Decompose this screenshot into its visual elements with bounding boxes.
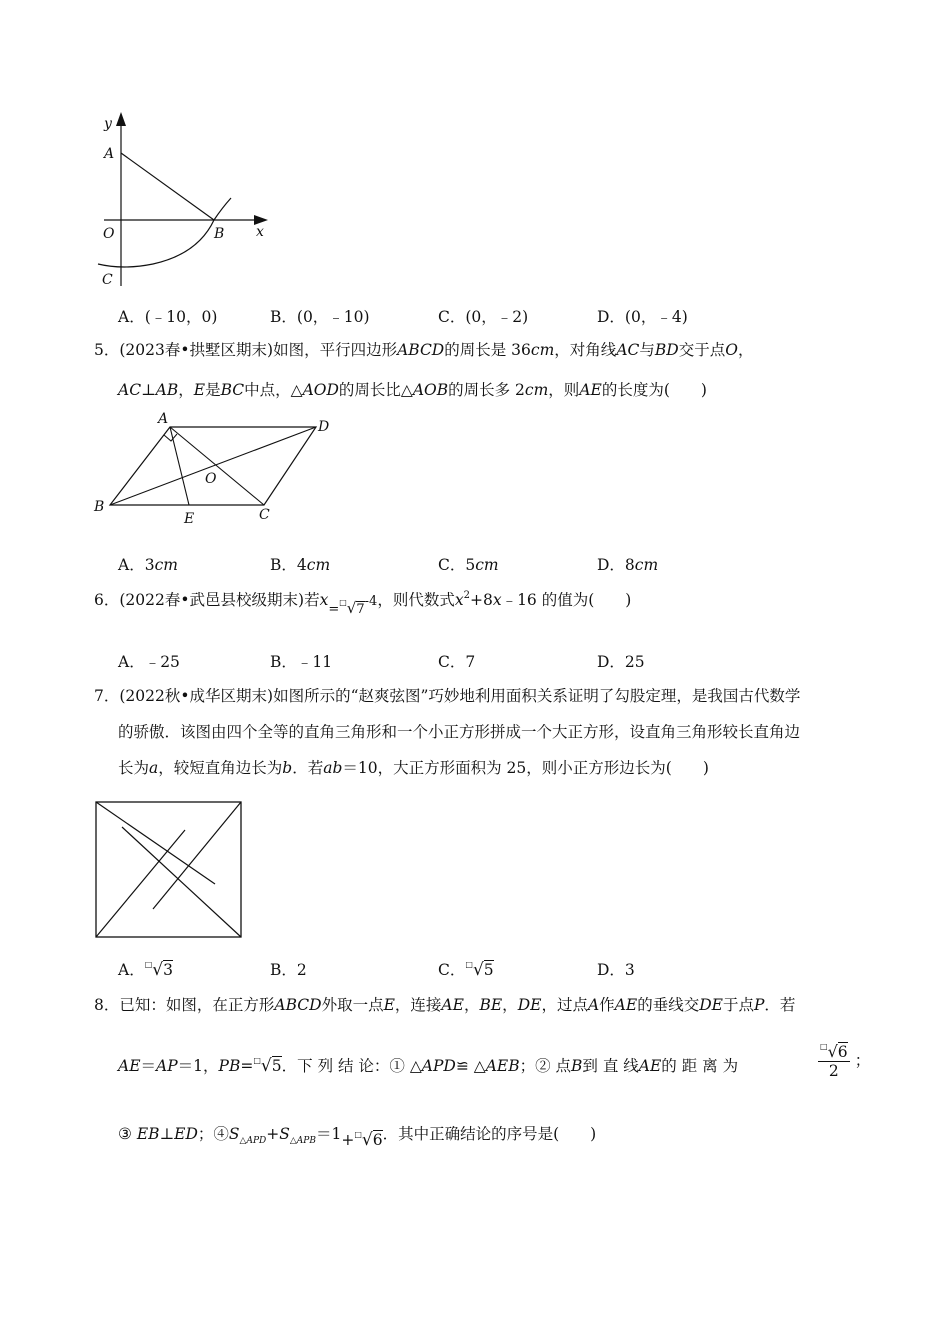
q7-option-a-radicand: 3 [163, 961, 173, 979]
q5-text: 中点，△ [244, 381, 303, 399]
q7-text: ab [323, 759, 343, 777]
q8-text: DE [699, 996, 723, 1014]
q7-option-c-index: □ [465, 960, 473, 969]
q8-text: AEB [485, 1057, 520, 1075]
q8-fraction-numerator: □√6 [820, 1042, 848, 1061]
q6-option-b: B．﹣11 [270, 653, 333, 671]
q8-text: 的垂线交 [637, 996, 700, 1014]
q5-option-c [438, 553, 499, 575]
q8-number: 8． [94, 996, 120, 1014]
q7-text: ＝10，大正方形面积为 25，则小正方形边长为( ) [342, 759, 709, 777]
q8-text: E [383, 996, 395, 1014]
q8-text: ．下 列 结 论：① △ [281, 1057, 422, 1075]
q8-text: AP [156, 1057, 178, 1075]
q5-text: AC [118, 381, 142, 399]
q6-radical-content: 7 [356, 602, 365, 617]
q5-text: O [725, 341, 738, 359]
q6-text: x [492, 591, 502, 609]
q8-text: + [266, 1125, 280, 1143]
q5-text: ⊥ [141, 381, 156, 399]
q5-text: ，则 [548, 381, 580, 399]
q8-text: AE [118, 1057, 141, 1075]
q7-source: (2022秋•成华区期末) [119, 687, 274, 705]
q7-text: ．若 [292, 759, 324, 777]
q6-text: 2 [463, 590, 470, 601]
q8-fraction-index: □ [820, 1042, 828, 1051]
q6-radical-index: □ [339, 598, 347, 607]
q7-text: ，较短直角边长为 [158, 759, 283, 777]
q5-text: 的周长是 36 [444, 341, 531, 359]
q6-text: x [454, 591, 464, 609]
q4-option-c: C．(0，﹣2) [438, 308, 529, 326]
q4-label-y: y [104, 116, 112, 132]
q8-text: ＝ [140, 1057, 157, 1075]
q5-option-c-num: C．5 [438, 556, 476, 574]
q7-line-3 [118, 758, 709, 778]
q7-line-2: 的骄傲．该图由四个全等的直角三角形和一个小正方形拼成一个大正方形，设直角三角形较长直角边 [118, 723, 801, 741]
q6-option-c: C．7 [438, 653, 476, 671]
q5-label-B: B [94, 499, 105, 515]
q5-text: 是 [205, 381, 221, 399]
q4-label-C: C [102, 272, 113, 288]
q5-text: 交于点 [678, 341, 726, 359]
q8-text: ＝1， [177, 1057, 219, 1075]
q8-radicand: 5 [271, 1057, 282, 1075]
q5-text: 如图，平行四边形 [273, 341, 398, 359]
q6-text: = [328, 602, 340, 617]
q8-text: 的 距 离 为 [661, 1057, 739, 1075]
q6-text: 若 [304, 591, 320, 609]
q8-fraction [818, 1042, 870, 1080]
q7-option-a-index: □ [144, 960, 153, 969]
q5-text: E [193, 381, 206, 399]
q5-option-d [597, 553, 658, 575]
q8-radicand: 6 [372, 1131, 383, 1149]
q8-text: EB [136, 1125, 160, 1143]
q8-fraction-radicand: 6 [837, 1043, 848, 1061]
q4-label-x: x [256, 224, 264, 240]
q8-text: ABCD [274, 996, 322, 1014]
q5-option-a-unit: cm [154, 556, 178, 574]
q4-label-B: B [214, 226, 225, 242]
q8-text: AE [638, 1057, 662, 1075]
q8-text: ， [463, 996, 480, 1014]
q8-text: AE [614, 996, 638, 1014]
q5-text: AOD [302, 381, 339, 399]
q7-option-b: B．2 [270, 961, 307, 979]
q4-option-d: D．(0，﹣4) [597, 308, 688, 326]
q8-line-1 [94, 995, 795, 1015]
q5-option-b-unit: cm [306, 556, 331, 574]
q5-text: ， [178, 381, 194, 399]
q8-text: PB [218, 1057, 241, 1075]
q8-text: ； [854, 1051, 871, 1070]
q7-text: 如图所示的“赵爽弦图”巧妙地利用面积关系证明了勾股定理，是我国古代数学 [273, 687, 801, 705]
q6-source: (2022春•武邑县校级期末) [119, 591, 305, 609]
q6-text: x [319, 591, 329, 609]
q5-text: 与 [639, 341, 655, 359]
q8-text: 外取一点 [321, 996, 384, 1014]
q5-text: ， [737, 341, 754, 359]
q7-text: a [149, 759, 159, 777]
q8-text: P [753, 996, 765, 1014]
q5-text: cm [530, 341, 555, 359]
q6-number: 6． [94, 591, 120, 609]
q7-text: 长为 [118, 759, 150, 777]
q8-text: ；④ [197, 1125, 229, 1143]
q5-label-D: D [318, 419, 330, 435]
q5-label-O: O [205, 471, 217, 487]
q8-text: DE [517, 996, 542, 1014]
q8-text: AE [441, 996, 464, 1014]
q5-line-1 [94, 340, 753, 360]
q7-line-1 [94, 686, 800, 706]
q8-fraction-body [818, 1042, 850, 1080]
q7-option-d: D．3 [597, 961, 635, 979]
q8-text: B [571, 1057, 583, 1075]
q5-option-d-num: D．8 [597, 556, 635, 574]
q5-text: 的长度为( ) [601, 381, 707, 399]
q5-source: (2023春•拱墅区期末) [119, 341, 274, 359]
q7-option-a-prefix: A． [118, 961, 145, 979]
q8-text: ED [174, 1125, 198, 1143]
q5-option-c-unit: cm [475, 556, 499, 574]
q8-text: ，过点 [541, 996, 588, 1014]
q8-line-2: AE＝AP＝1，PB=□√5．下 列 结 论：① △APD≌ △AEB；② 点B到 直 线AE的 距 离 为 [118, 1056, 739, 1076]
q8-text: ≌ △ [455, 1057, 486, 1075]
q5-text: ，对角线 [554, 341, 617, 359]
q8-text: ，连接 [394, 996, 442, 1014]
q5-option-b-num: B．4 [270, 556, 307, 574]
q7-number: 7． [94, 687, 120, 705]
q5-label-E: E [184, 511, 195, 527]
q8-text: S [279, 1125, 290, 1143]
q6-text: -4 [364, 594, 378, 609]
q5-figure [88, 405, 348, 530]
q8-text: ；② 点 [519, 1057, 572, 1075]
q5-option-d-unit: cm [634, 556, 659, 574]
q7-text: b [282, 759, 293, 777]
q7-option-c-prefix: C． [438, 961, 466, 979]
q8-fraction-denominator: 2 [828, 1062, 839, 1080]
q7-option-a: A．□√3 [118, 960, 173, 980]
q8-text: + [341, 1131, 355, 1149]
q4-label-O: O [103, 226, 115, 242]
q7-figure [94, 800, 244, 940]
q8-text: BE [479, 996, 503, 1014]
q8-text: S [228, 1125, 240, 1143]
q5-text: AE [579, 381, 602, 399]
q7-option-c: C．□√5 [438, 960, 494, 980]
q5-option-b [270, 553, 330, 575]
q5-text: AC [616, 341, 640, 359]
q4-option-b: B．(0，﹣10) [270, 308, 370, 326]
q8-text: A [587, 996, 600, 1014]
q6-text: +8 [469, 591, 493, 609]
q8-text: ， [502, 996, 518, 1014]
q5-label-A: A [158, 411, 169, 427]
q8-text: ．若 [764, 996, 796, 1014]
q8-text: = [240, 1057, 254, 1075]
q5-text: BC [220, 381, 245, 399]
q8-line-3: ③ EB⊥ED；$④S_{\triangle APD}+S_{\triangle APB}=1+^□√6$．其中正确结论的序号是( ) [118, 1125, 597, 1150]
q6-option-a: A．﹣25 [118, 653, 180, 671]
q6-option-d: D．25 [597, 653, 645, 671]
q8-text: 于点 [722, 996, 754, 1014]
q8-text: △APD [239, 1136, 267, 1147]
q8-text: 作 [599, 996, 615, 1014]
q4-label-A: A [104, 146, 115, 162]
q5-number: 5． [94, 341, 120, 359]
q4-option-a: A．(﹣10，0) [118, 308, 218, 326]
q5-line-2 [118, 380, 707, 400]
q6-line: 6．(2022春•武邑县校级期末)若$x_{=^□√7-4}$，则代数式$x^2+8x﹣16$ 的值为( ) [94, 590, 632, 617]
q5-option-a [118, 553, 178, 575]
q5-text: ABCD [397, 341, 445, 359]
q5-text: AOB [412, 381, 449, 399]
q5-label-C: C [259, 507, 270, 523]
q8-text: ＝1 [315, 1125, 342, 1143]
q5-text: AB [155, 381, 179, 399]
q5-text: cm [524, 381, 549, 399]
q6-text: ﹣16 的值为( ) [501, 591, 632, 609]
q5-option-a-num: A．3 [118, 556, 155, 574]
q5-text: 的周长比△ [338, 381, 413, 399]
q6-text: ，则代数式 [377, 591, 455, 609]
q8-text: 到 直 线 [582, 1057, 639, 1075]
q8-text: 已知：如图，在正方形 [119, 996, 275, 1014]
q5-text: 的周长多 2 [448, 381, 525, 399]
q8-text: △APB [289, 1136, 316, 1147]
q8-radical-index: □ [354, 1130, 362, 1139]
q7-option-c-radicand: 5 [483, 961, 494, 979]
q8-text: APD [421, 1057, 456, 1075]
q4-figure [88, 108, 288, 288]
q8-text: ⊥ [159, 1125, 175, 1143]
q8-radical-index: □ [253, 1056, 261, 1065]
q8-text: ．其中正确结论的序号是( ) [382, 1125, 597, 1143]
q5-text: BD [654, 341, 679, 359]
q8-text: ③ [118, 1125, 132, 1143]
